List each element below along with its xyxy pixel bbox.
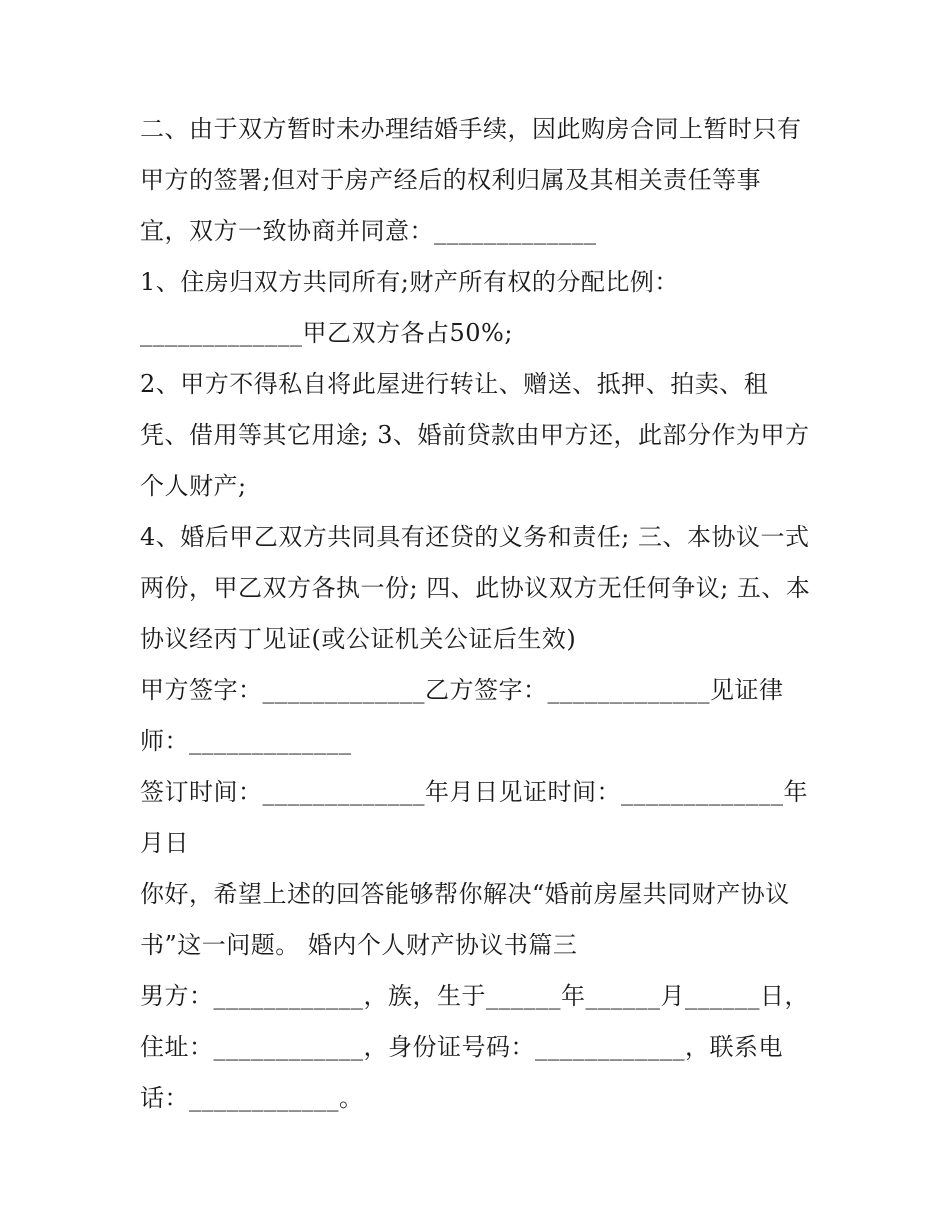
form-line: 住址：____________，身份证号码：____________，联系电 (140, 1033, 783, 1061)
form-line: 话：____________。 (140, 1084, 364, 1112)
document-body (140, 104, 820, 1124)
text-line: _____________甲乙双方各占50%; (140, 319, 513, 347)
text-line: 个人财产; (140, 472, 247, 500)
signature-line: 甲方签字：_____________乙方签字：_____________见证律 (140, 676, 784, 704)
text-line: 甲方的签署;但对于房产经后的权利归属及其相关责任等事 (140, 166, 762, 194)
signature-line: 师：_____________ (140, 727, 352, 755)
text-line: 宜，双方一致协商并同意：_____________ (140, 217, 597, 245)
text-line: 1、住房归双方共同所有;财产所有权的分配比例： (140, 268, 679, 296)
date-line: 月日 (140, 829, 189, 857)
text-line: 两份，甲乙双方各执一份; 四、此协议双方无任何争议; 五、本 (140, 574, 811, 602)
form-line: 男方：____________，族，生于______年______月______日， (140, 982, 809, 1010)
text-line: 二、由于双方暂时未办理结婚手续，因此购房合同上暂时只有 (140, 115, 802, 143)
text-line: 协议经丙丁见证(或公证机关公证后生效) (140, 625, 577, 653)
date-line: 签订时间：_____________年月日见证时间：_____________年 (140, 778, 808, 806)
text-line: 你好，希望上述的回答能够帮你解决“婚前房屋共同财产协议 (140, 880, 790, 908)
text-line: 2、甲方不得私自将此屋进行转让、赠送、抵押、拍卖、租 (140, 370, 769, 398)
text-line: 凭、借用等其它用途; 3、婚前贷款由甲方还，此部分作为甲方 (140, 421, 810, 449)
text-line: 书”这一问题。 婚内个人财产协议书篇三 (140, 931, 578, 959)
text-line: 4、婚后甲乙双方共同具有还贷的义务和责任; 三、本协议一式 (140, 523, 810, 551)
